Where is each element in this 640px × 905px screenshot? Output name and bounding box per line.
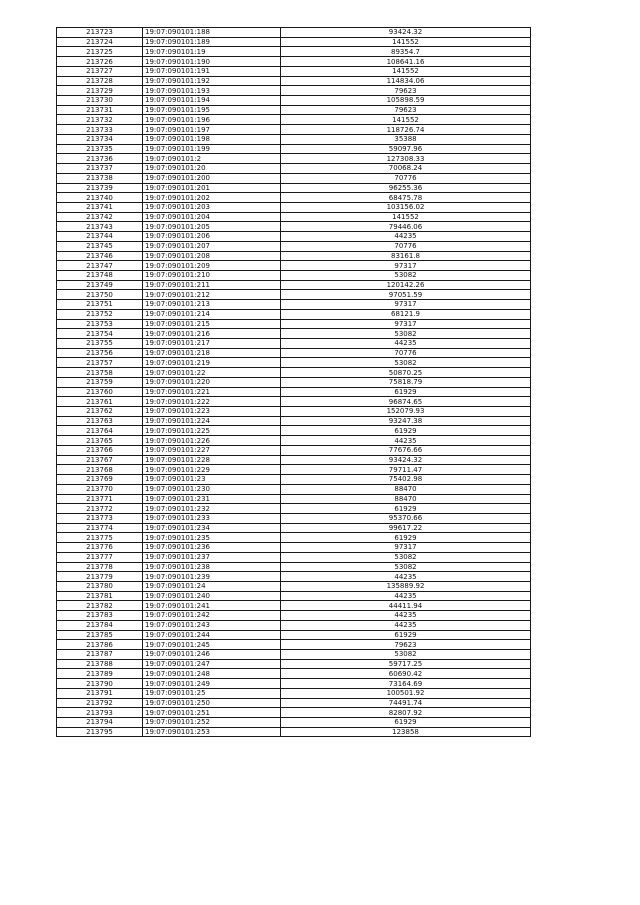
row-id-cell: 213784 xyxy=(57,620,143,630)
amount-cell: 79446.06 xyxy=(281,222,531,232)
amount-cell: 108641.16 xyxy=(281,57,531,67)
row-id-cell: 213733 xyxy=(57,125,143,135)
row-id-cell: 213789 xyxy=(57,669,143,679)
amount-cell: 44235 xyxy=(281,591,531,601)
row-id-cell: 213768 xyxy=(57,465,143,475)
table-row xyxy=(57,232,531,242)
cadastral-number-cell: 19:07:090101:204 xyxy=(143,212,281,222)
row-id-cell: 213766 xyxy=(57,445,143,455)
amount-cell: 120142.26 xyxy=(281,280,531,290)
table-row xyxy=(57,134,531,144)
cadastral-number-cell: 19:07:090101:197 xyxy=(143,125,281,135)
cadastral-number-cell: 19:07:090101:215 xyxy=(143,319,281,329)
row-id-cell: 213757 xyxy=(57,358,143,368)
cadastral-number-cell: 19:07:090101:241 xyxy=(143,601,281,611)
data-table xyxy=(56,27,531,737)
row-id-cell: 213772 xyxy=(57,504,143,514)
cadastral-number-cell: 19:07:090101:249 xyxy=(143,679,281,689)
table-row xyxy=(57,581,531,591)
table-row xyxy=(57,202,531,212)
amount-cell: 97317 xyxy=(281,543,531,553)
cadastral-number-cell: 19:07:090101:19 xyxy=(143,47,281,57)
cadastral-number-cell: 19:07:090101:234 xyxy=(143,523,281,533)
amount-cell: 44235 xyxy=(281,611,531,621)
cadastral-number-cell: 19:07:090101:214 xyxy=(143,309,281,319)
amount-cell: 59717.25 xyxy=(281,659,531,669)
cadastral-number-cell: 19:07:090101:192 xyxy=(143,76,281,86)
amount-cell: 96874.65 xyxy=(281,397,531,407)
row-id-cell: 213731 xyxy=(57,105,143,115)
amount-cell: 79711.47 xyxy=(281,465,531,475)
cadastral-number-cell: 19:07:090101:207 xyxy=(143,241,281,251)
amount-cell: 70776 xyxy=(281,241,531,251)
amount-cell: 79623 xyxy=(281,640,531,650)
table-row xyxy=(57,688,531,698)
amount-cell: 44235 xyxy=(281,232,531,242)
row-id-cell: 213770 xyxy=(57,484,143,494)
amount-cell: 135889.92 xyxy=(281,581,531,591)
amount-cell: 152079.93 xyxy=(281,407,531,417)
row-id-cell: 213761 xyxy=(57,397,143,407)
cadastral-number-cell: 19:07:090101:2 xyxy=(143,154,281,164)
table-row xyxy=(57,698,531,708)
cadastral-number-cell: 19:07:090101:199 xyxy=(143,144,281,154)
row-id-cell: 213793 xyxy=(57,708,143,718)
amount-cell: 59097.96 xyxy=(281,144,531,154)
table-row xyxy=(57,504,531,514)
table-row xyxy=(57,620,531,630)
amount-cell: 77676.66 xyxy=(281,445,531,455)
row-id-cell: 213780 xyxy=(57,581,143,591)
cadastral-number-cell: 19:07:090101:251 xyxy=(143,708,281,718)
cadastral-number-cell: 19:07:090101:221 xyxy=(143,387,281,397)
amount-cell: 61929 xyxy=(281,630,531,640)
row-id-cell: 213741 xyxy=(57,202,143,212)
amount-cell: 97317 xyxy=(281,261,531,271)
row-id-cell: 213791 xyxy=(57,688,143,698)
table-row xyxy=(57,601,531,611)
cadastral-number-cell: 19:07:090101:193 xyxy=(143,86,281,96)
row-id-cell: 213759 xyxy=(57,377,143,387)
amount-cell: 70776 xyxy=(281,348,531,358)
row-id-cell: 213748 xyxy=(57,270,143,280)
cadastral-number-cell: 19:07:090101:219 xyxy=(143,358,281,368)
table-row xyxy=(57,348,531,358)
amount-cell: 61929 xyxy=(281,533,531,543)
row-id-cell: 213737 xyxy=(57,164,143,174)
row-id-cell: 213724 xyxy=(57,37,143,47)
table-row xyxy=(57,339,531,349)
table-row xyxy=(57,543,531,553)
amount-cell: 53082 xyxy=(281,650,531,660)
amount-cell: 61929 xyxy=(281,387,531,397)
row-id-cell: 213790 xyxy=(57,679,143,689)
row-id-cell: 213781 xyxy=(57,591,143,601)
amount-cell: 93424.32 xyxy=(281,455,531,465)
cadastral-number-cell: 19:07:090101:217 xyxy=(143,339,281,349)
row-id-cell: 213744 xyxy=(57,232,143,242)
row-id-cell: 213747 xyxy=(57,261,143,271)
table-row xyxy=(57,290,531,300)
row-id-cell: 213774 xyxy=(57,523,143,533)
table-row xyxy=(57,47,531,57)
table-row xyxy=(57,572,531,582)
row-id-cell: 213725 xyxy=(57,47,143,57)
table-row xyxy=(57,640,531,650)
table-row xyxy=(57,387,531,397)
amount-cell: 74491.74 xyxy=(281,698,531,708)
cadastral-number-cell: 19:07:090101:223 xyxy=(143,407,281,417)
amount-cell: 50870.25 xyxy=(281,368,531,378)
amount-cell: 68121.9 xyxy=(281,309,531,319)
cadastral-number-cell: 19:07:090101:229 xyxy=(143,465,281,475)
amount-cell: 44235 xyxy=(281,572,531,582)
row-id-cell: 213773 xyxy=(57,513,143,523)
cadastral-number-cell: 19:07:090101:248 xyxy=(143,669,281,679)
amount-cell: 114834.06 xyxy=(281,76,531,86)
table-row xyxy=(57,173,531,183)
amount-cell: 97051.59 xyxy=(281,290,531,300)
row-id-cell: 213778 xyxy=(57,562,143,572)
cadastral-number-cell: 19:07:090101:240 xyxy=(143,591,281,601)
row-id-cell: 213727 xyxy=(57,66,143,76)
table-row xyxy=(57,96,531,106)
amount-cell: 93424.32 xyxy=(281,28,531,38)
table-row xyxy=(57,562,531,572)
amount-cell: 75402.98 xyxy=(281,475,531,485)
cadastral-number-cell: 19:07:090101:198 xyxy=(143,134,281,144)
cadastral-number-cell: 19:07:090101:220 xyxy=(143,377,281,387)
row-id-cell: 213742 xyxy=(57,212,143,222)
table-row xyxy=(57,455,531,465)
cadastral-number-cell: 19:07:090101:246 xyxy=(143,650,281,660)
cadastral-number-cell: 19:07:090101:212 xyxy=(143,290,281,300)
row-id-cell: 213769 xyxy=(57,475,143,485)
cadastral-number-cell: 19:07:090101:22 xyxy=(143,368,281,378)
table-row xyxy=(57,727,531,737)
row-id-cell: 213752 xyxy=(57,309,143,319)
cadastral-number-cell: 19:07:090101:232 xyxy=(143,504,281,514)
row-id-cell: 213735 xyxy=(57,144,143,154)
amount-cell: 93247.38 xyxy=(281,416,531,426)
cadastral-number-cell: 19:07:090101:20 xyxy=(143,164,281,174)
row-id-cell: 213783 xyxy=(57,611,143,621)
table-row xyxy=(57,718,531,728)
amount-cell: 103156.02 xyxy=(281,202,531,212)
amount-cell: 89354.7 xyxy=(281,47,531,57)
table-row xyxy=(57,358,531,368)
table-body xyxy=(57,28,531,737)
table-row xyxy=(57,659,531,669)
amount-cell: 60690.42 xyxy=(281,669,531,679)
cadastral-number-cell: 19:07:090101:253 xyxy=(143,727,281,737)
amount-cell: 141552 xyxy=(281,37,531,47)
row-id-cell: 213746 xyxy=(57,251,143,261)
cadastral-number-cell: 19:07:090101:242 xyxy=(143,611,281,621)
table-row xyxy=(57,251,531,261)
row-id-cell: 213787 xyxy=(57,650,143,660)
amount-cell: 83161.8 xyxy=(281,251,531,261)
table-row xyxy=(57,86,531,96)
row-id-cell: 213734 xyxy=(57,134,143,144)
table-row xyxy=(57,650,531,660)
amount-cell: 61929 xyxy=(281,504,531,514)
amount-cell: 53082 xyxy=(281,552,531,562)
row-id-cell: 213728 xyxy=(57,76,143,86)
amount-cell: 44235 xyxy=(281,620,531,630)
table-row xyxy=(57,426,531,436)
table-row xyxy=(57,37,531,47)
table-row xyxy=(57,484,531,494)
cadastral-number-cell: 19:07:090101:231 xyxy=(143,494,281,504)
table-row xyxy=(57,630,531,640)
cadastral-number-cell: 19:07:090101:189 xyxy=(143,37,281,47)
table-row xyxy=(57,280,531,290)
cadastral-number-cell: 19:07:090101:209 xyxy=(143,261,281,271)
table-row xyxy=(57,76,531,86)
table-row xyxy=(57,193,531,203)
table-row xyxy=(57,669,531,679)
cadastral-number-cell: 19:07:090101:233 xyxy=(143,513,281,523)
table-row xyxy=(57,533,531,543)
amount-cell: 61929 xyxy=(281,718,531,728)
row-id-cell: 213786 xyxy=(57,640,143,650)
table-row xyxy=(57,329,531,339)
amount-cell: 141552 xyxy=(281,115,531,125)
cadastral-number-cell: 19:07:090101:238 xyxy=(143,562,281,572)
table-row xyxy=(57,445,531,455)
cadastral-number-cell: 19:07:090101:216 xyxy=(143,329,281,339)
row-id-cell: 213730 xyxy=(57,96,143,106)
amount-cell: 82807.92 xyxy=(281,708,531,718)
table-row xyxy=(57,115,531,125)
row-id-cell: 213785 xyxy=(57,630,143,640)
row-id-cell: 213758 xyxy=(57,368,143,378)
amount-cell: 75818.79 xyxy=(281,377,531,387)
amount-cell: 105898.59 xyxy=(281,96,531,106)
row-id-cell: 213760 xyxy=(57,387,143,397)
cadastral-number-cell: 19:07:090101:208 xyxy=(143,251,281,261)
table-row xyxy=(57,309,531,319)
amount-cell: 97317 xyxy=(281,319,531,329)
row-id-cell: 213767 xyxy=(57,455,143,465)
amount-cell: 53082 xyxy=(281,562,531,572)
amount-cell: 127308.33 xyxy=(281,154,531,164)
cadastral-number-cell: 19:07:090101:247 xyxy=(143,659,281,669)
table-row xyxy=(57,465,531,475)
row-id-cell: 213736 xyxy=(57,154,143,164)
cadastral-number-cell: 19:07:090101:218 xyxy=(143,348,281,358)
amount-cell: 95370.66 xyxy=(281,513,531,523)
amount-cell: 123858 xyxy=(281,727,531,737)
cadastral-number-cell: 19:07:090101:244 xyxy=(143,630,281,640)
cadastral-number-cell: 19:07:090101:211 xyxy=(143,280,281,290)
row-id-cell: 213775 xyxy=(57,533,143,543)
amount-cell: 100501.92 xyxy=(281,688,531,698)
table-row xyxy=(57,183,531,193)
row-id-cell: 213729 xyxy=(57,86,143,96)
row-id-cell: 213756 xyxy=(57,348,143,358)
cadastral-number-cell: 19:07:090101:194 xyxy=(143,96,281,106)
row-id-cell: 213765 xyxy=(57,436,143,446)
amount-cell: 73164.69 xyxy=(281,679,531,689)
row-id-cell: 213763 xyxy=(57,416,143,426)
amount-cell: 88470 xyxy=(281,484,531,494)
table-row xyxy=(57,105,531,115)
amount-cell: 99617.22 xyxy=(281,523,531,533)
table-row xyxy=(57,708,531,718)
cadastral-number-cell: 19:07:090101:191 xyxy=(143,66,281,76)
row-id-cell: 213792 xyxy=(57,698,143,708)
table-row xyxy=(57,241,531,251)
row-id-cell: 213723 xyxy=(57,28,143,38)
row-id-cell: 213782 xyxy=(57,601,143,611)
cadastral-number-cell: 19:07:090101:235 xyxy=(143,533,281,543)
row-id-cell: 213764 xyxy=(57,426,143,436)
table-row xyxy=(57,222,531,232)
cadastral-number-cell: 19:07:090101:188 xyxy=(143,28,281,38)
cadastral-number-cell: 19:07:090101:225 xyxy=(143,426,281,436)
table-row xyxy=(57,261,531,271)
cadastral-number-cell: 19:07:090101:190 xyxy=(143,57,281,67)
row-id-cell: 213749 xyxy=(57,280,143,290)
amount-cell: 44235 xyxy=(281,436,531,446)
table-row xyxy=(57,212,531,222)
row-id-cell: 213745 xyxy=(57,241,143,251)
amount-cell: 53082 xyxy=(281,358,531,368)
row-id-cell: 213794 xyxy=(57,718,143,728)
amount-cell: 35388 xyxy=(281,134,531,144)
cadastral-number-cell: 19:07:090101:228 xyxy=(143,455,281,465)
cadastral-number-cell: 19:07:090101:224 xyxy=(143,416,281,426)
table-row xyxy=(57,397,531,407)
table-row xyxy=(57,300,531,310)
cadastral-number-cell: 19:07:090101:201 xyxy=(143,183,281,193)
cadastral-number-cell: 19:07:090101:202 xyxy=(143,193,281,203)
table-row xyxy=(57,28,531,38)
cadastral-number-cell: 19:07:090101:24 xyxy=(143,581,281,591)
cadastral-number-cell: 19:07:090101:243 xyxy=(143,620,281,630)
cadastral-number-cell: 19:07:090101:222 xyxy=(143,397,281,407)
table-row xyxy=(57,154,531,164)
row-id-cell: 213750 xyxy=(57,290,143,300)
cadastral-number-cell: 19:07:090101:210 xyxy=(143,270,281,280)
table-row xyxy=(57,523,531,533)
table-row xyxy=(57,513,531,523)
amount-cell: 61929 xyxy=(281,426,531,436)
amount-cell: 68475.78 xyxy=(281,193,531,203)
amount-cell: 97317 xyxy=(281,300,531,310)
row-id-cell: 213795 xyxy=(57,727,143,737)
table-row xyxy=(57,407,531,417)
row-id-cell: 213740 xyxy=(57,193,143,203)
table-row xyxy=(57,679,531,689)
table-row xyxy=(57,319,531,329)
row-id-cell: 213751 xyxy=(57,300,143,310)
row-id-cell: 213738 xyxy=(57,173,143,183)
amount-cell: 70776 xyxy=(281,173,531,183)
cadastral-number-cell: 19:07:090101:205 xyxy=(143,222,281,232)
cadastral-number-cell: 19:07:090101:206 xyxy=(143,232,281,242)
cadastral-number-cell: 19:07:090101:23 xyxy=(143,475,281,485)
cadastral-number-cell: 19:07:090101:196 xyxy=(143,115,281,125)
cadastral-number-cell: 19:07:090101:250 xyxy=(143,698,281,708)
amount-cell: 53082 xyxy=(281,329,531,339)
amount-cell: 141552 xyxy=(281,212,531,222)
row-id-cell: 213739 xyxy=(57,183,143,193)
table-row xyxy=(57,164,531,174)
row-id-cell: 213762 xyxy=(57,407,143,417)
table-row xyxy=(57,416,531,426)
cadastral-number-cell: 19:07:090101:227 xyxy=(143,445,281,455)
row-id-cell: 213788 xyxy=(57,659,143,669)
table-row xyxy=(57,144,531,154)
cadastral-number-cell: 19:07:090101:239 xyxy=(143,572,281,582)
row-id-cell: 213743 xyxy=(57,222,143,232)
table-row xyxy=(57,611,531,621)
cadastral-number-cell: 19:07:090101:230 xyxy=(143,484,281,494)
amount-cell: 96255.36 xyxy=(281,183,531,193)
row-id-cell: 213777 xyxy=(57,552,143,562)
cadastral-number-cell: 19:07:090101:213 xyxy=(143,300,281,310)
amount-cell: 53082 xyxy=(281,270,531,280)
row-id-cell: 213753 xyxy=(57,319,143,329)
table-row xyxy=(57,591,531,601)
row-id-cell: 213755 xyxy=(57,339,143,349)
amount-cell: 44235 xyxy=(281,339,531,349)
table-row xyxy=(57,552,531,562)
cadastral-number-cell: 19:07:090101:195 xyxy=(143,105,281,115)
table-row xyxy=(57,125,531,135)
cadastral-number-cell: 19:07:090101:226 xyxy=(143,436,281,446)
table-row xyxy=(57,66,531,76)
cadastral-number-cell: 19:07:090101:245 xyxy=(143,640,281,650)
row-id-cell: 213776 xyxy=(57,543,143,553)
table-row xyxy=(57,377,531,387)
amount-cell: 79623 xyxy=(281,105,531,115)
table-row xyxy=(57,436,531,446)
amount-cell: 79623 xyxy=(281,86,531,96)
amount-cell: 118726.74 xyxy=(281,125,531,135)
row-id-cell: 213754 xyxy=(57,329,143,339)
cadastral-number-cell: 19:07:090101:252 xyxy=(143,718,281,728)
amount-cell: 70068.24 xyxy=(281,164,531,174)
row-id-cell: 213779 xyxy=(57,572,143,582)
cadastral-number-cell: 19:07:090101:25 xyxy=(143,688,281,698)
cadastral-number-cell: 19:07:090101:236 xyxy=(143,543,281,553)
cadastral-number-cell: 19:07:090101:200 xyxy=(143,173,281,183)
row-id-cell: 213726 xyxy=(57,57,143,67)
table-row xyxy=(57,475,531,485)
table-row xyxy=(57,494,531,504)
amount-cell: 141552 xyxy=(281,66,531,76)
table-row xyxy=(57,270,531,280)
cadastral-number-cell: 19:07:090101:237 xyxy=(143,552,281,562)
amount-cell: 88470 xyxy=(281,494,531,504)
table-row xyxy=(57,57,531,67)
row-id-cell: 213771 xyxy=(57,494,143,504)
amount-cell: 44411.94 xyxy=(281,601,531,611)
row-id-cell: 213732 xyxy=(57,115,143,125)
document-page xyxy=(56,27,531,737)
cadastral-number-cell: 19:07:090101:203 xyxy=(143,202,281,212)
table-row xyxy=(57,368,531,378)
